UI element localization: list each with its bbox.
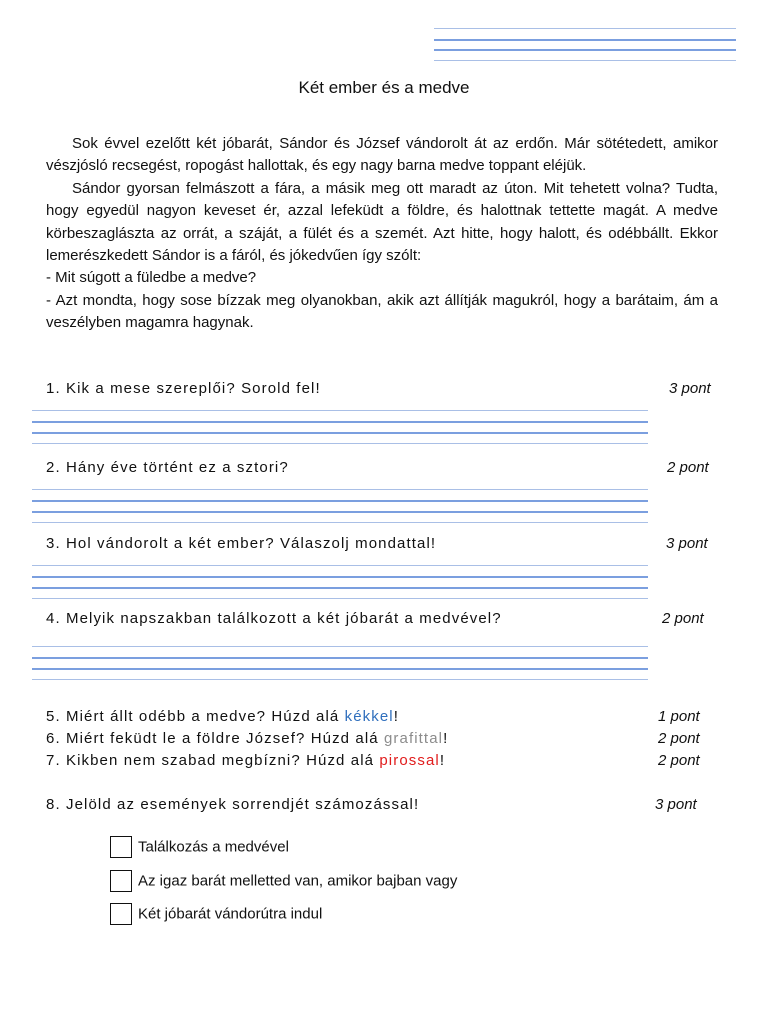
question-3-points: 3 pont — [666, 535, 708, 552]
page-title: Két ember és a medve — [298, 78, 470, 97]
question-4-points: 2 pont — [662, 610, 704, 627]
question-5-points: 1 pont — [658, 708, 700, 725]
question-7 — [46, 752, 445, 769]
answer-lines-1[interactable] — [32, 410, 648, 444]
question-6-text: 6. Miért feküdt le a földre József? Húzd alá — [46, 730, 384, 747]
question-1-points: 3 pont — [669, 380, 711, 397]
event-3-label: Két jóbarát vándorútra indul — [138, 905, 323, 923]
name-writing-lines[interactable] — [434, 28, 736, 62]
question-2-points: 2 pont — [667, 459, 709, 476]
event-option-3 — [110, 903, 322, 925]
answer-lines-4[interactable] — [32, 646, 648, 680]
answer-lines-3[interactable] — [32, 565, 648, 599]
question-8-points: 3 pont — [655, 796, 697, 813]
story-dialogue-2: - Azt mondta, hogy sose bízzak meg olyanokban, akik azt állítják magukról, hogy a barátaim, ám a veszélyben magamra hagynak. — [46, 291, 718, 332]
question-3: 3. Hol vándorolt a két ember? Válaszolj mondattal! — [46, 535, 437, 552]
question-4: 4. Melyik napszakban találkozott a két jóbarát a medvével? — [46, 610, 502, 627]
event-2-label: Az igaz barát melletted van, amikor bajban vagy — [138, 872, 458, 890]
question-6 — [46, 730, 448, 747]
event-option-2 — [110, 870, 457, 892]
event-1-number-box[interactable] — [110, 836, 132, 858]
event-3-number-box[interactable] — [110, 903, 132, 925]
event-2-number-box[interactable] — [110, 870, 132, 892]
question-5-color-word: kékkel — [344, 708, 394, 725]
question-6-color-word: grafittal — [383, 730, 444, 747]
question-7-text: 7. Kikben nem szabad megbízni? Húzd alá — [46, 752, 380, 769]
question-6-points: 2 pont — [658, 730, 700, 747]
story-dialogue-1: - Mit súgott a füledbe a medve? — [46, 269, 257, 287]
question-5 — [46, 708, 399, 725]
question-5-text: 5. Miért állt odébb a medve? Húzd alá — [46, 708, 345, 725]
story-paragraph-2: Sándor gyorsan felmászott a fára, a másik meg ott maradt az úton. Mit tehetett volna? Tudta, hogy egyedül nagyon keveset ér, azzal lefeküdt a földre, és halottnak tettette magát. A medve körbeszaglászta az orrát, a száját, a fülét és a szemét. Azt hitte, hogy halott, és odébbállt. Ekkor lemerészkedett Sándor is a fáról, és jókedvűen így szólt: — [46, 179, 718, 265]
question-5-suffix: ! — [393, 708, 400, 725]
question-6-suffix: ! — [443, 730, 449, 747]
event-option-1 — [110, 836, 289, 858]
question-7-color-word: pirossal — [379, 752, 440, 769]
question-8: 8. Jelöld az események sorrendjét számozással! — [46, 796, 420, 813]
event-1-label: Találkozás a medvével — [138, 838, 289, 856]
story-text — [46, 133, 718, 335]
question-2: 2. Hány éve történt ez a sztori? — [46, 459, 289, 476]
answer-lines-2[interactable] — [32, 489, 648, 523]
story-paragraph-1: Sok évvel ezelőtt két jóbarát, Sándor és József vándorolt át az erdőn. Már sötétedett, amikor vészjósló recsegést, ropogást hallottak, és egy nagy barna medve toppant eléjük. — [46, 135, 718, 175]
question-7-suffix: ! — [439, 752, 446, 769]
question-7-points: 2 pont — [658, 752, 700, 769]
question-1: 1. Kik a mese szereplői? Sorold fel! — [46, 380, 321, 397]
